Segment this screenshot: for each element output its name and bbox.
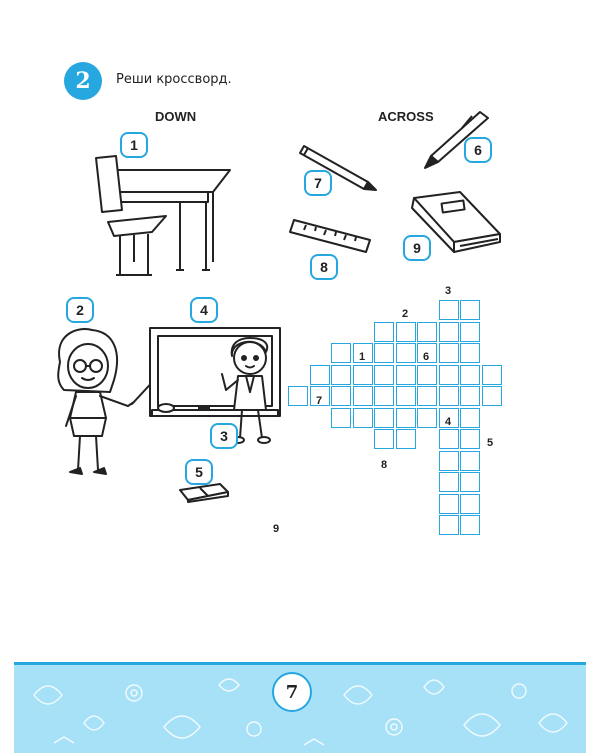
clue-number-3: 3 xyxy=(444,285,452,297)
crossword-cell[interactable] xyxy=(460,408,480,428)
crossword-cell[interactable] xyxy=(460,343,480,363)
task-instruction: Реши кроссворд. xyxy=(116,72,232,87)
crossword-cell[interactable] xyxy=(460,472,480,492)
clue-number-6: 6 xyxy=(422,351,430,363)
task-number-badge: 2 xyxy=(64,62,102,100)
crossword-cell[interactable] xyxy=(460,386,480,406)
crossword-cell[interactable] xyxy=(439,494,459,514)
crossword-cell[interactable] xyxy=(439,429,459,449)
crossword-cell[interactable] xyxy=(353,408,373,428)
crossword-cell[interactable] xyxy=(439,386,459,406)
crossword-cell[interactable] xyxy=(417,322,437,342)
label-ruler: 8 xyxy=(310,254,338,280)
crossword-cell[interactable] xyxy=(417,365,437,385)
crossword-cell[interactable] xyxy=(331,365,351,385)
crossword-cell[interactable] xyxy=(396,343,416,363)
crossword-cell[interactable] xyxy=(396,365,416,385)
crossword-cell[interactable] xyxy=(460,494,480,514)
crossword-cell[interactable] xyxy=(460,429,480,449)
label-teacher: 2 xyxy=(66,297,94,323)
crossword-cell[interactable] xyxy=(439,451,459,471)
label-pencil: 7 xyxy=(304,170,332,196)
crossword-cell[interactable] xyxy=(439,343,459,363)
crossword-cell[interactable] xyxy=(417,408,437,428)
crossword-cell[interactable] xyxy=(439,472,459,492)
crossword-cell[interactable] xyxy=(396,429,416,449)
page-number: 7 xyxy=(272,672,312,712)
label-pupil: 3 xyxy=(210,423,238,449)
clue-number-9: 9 xyxy=(272,523,280,535)
across-heading: ACROSS xyxy=(378,109,434,124)
crossword-cell[interactable] xyxy=(288,386,308,406)
crossword-cell[interactable] xyxy=(439,365,459,385)
teacher-picture xyxy=(40,322,165,482)
label-pen: 6 xyxy=(464,137,492,163)
crossword-cell[interactable] xyxy=(460,451,480,471)
ruler-picture xyxy=(288,216,372,256)
crossword-cell[interactable] xyxy=(331,343,351,363)
crossword-cell[interactable] xyxy=(374,322,394,342)
crossword-cell[interactable] xyxy=(439,300,459,320)
crossword-cell[interactable] xyxy=(482,386,502,406)
crossword-cell[interactable] xyxy=(331,408,351,428)
rubber-picture xyxy=(176,482,230,504)
desk-chair-picture xyxy=(88,150,238,280)
crossword-cell[interactable] xyxy=(460,322,480,342)
crossword-cell[interactable] xyxy=(374,386,394,406)
crossword-cell[interactable] xyxy=(482,365,502,385)
label-desk: 1 xyxy=(120,132,148,158)
clue-number-5: 5 xyxy=(486,437,494,449)
crossword-cell[interactable] xyxy=(374,429,394,449)
crossword-cell[interactable] xyxy=(460,365,480,385)
crossword-cell[interactable] xyxy=(396,408,416,428)
crossword-cell[interactable] xyxy=(460,300,480,320)
clue-number-7: 7 xyxy=(315,395,323,407)
label-board: 4 xyxy=(190,297,218,323)
crossword-cell[interactable] xyxy=(460,515,480,535)
crossword-cell[interactable] xyxy=(439,515,459,535)
crossword-cell[interactable] xyxy=(396,386,416,406)
crossword-cell[interactable] xyxy=(439,322,459,342)
crossword-cell[interactable] xyxy=(374,408,394,428)
crossword-cell[interactable] xyxy=(331,386,351,406)
crossword-cell[interactable] xyxy=(417,386,437,406)
crossword-cell[interactable] xyxy=(353,365,373,385)
label-rubber: 5 xyxy=(185,459,213,485)
clue-number-2: 2 xyxy=(401,308,409,320)
clue-number-1: 1 xyxy=(358,351,366,363)
crossword-cell[interactable] xyxy=(353,386,373,406)
crossword-cell[interactable] xyxy=(374,343,394,363)
crossword-cell[interactable] xyxy=(374,365,394,385)
clue-number-4: 4 xyxy=(444,416,452,428)
crossword-cell[interactable] xyxy=(310,365,330,385)
crossword-cell[interactable] xyxy=(396,322,416,342)
label-book: 9 xyxy=(403,235,431,261)
down-heading: DOWN xyxy=(155,109,197,124)
clue-number-8: 8 xyxy=(380,459,388,471)
